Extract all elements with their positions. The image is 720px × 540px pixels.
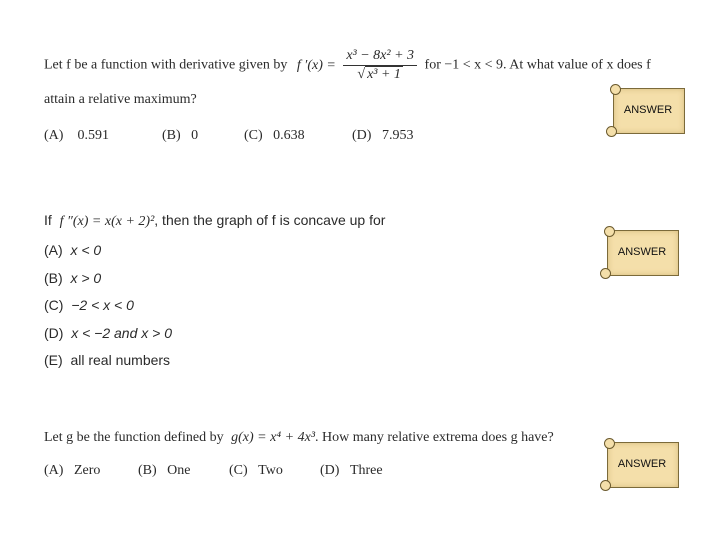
question-2 <box>44 212 385 230</box>
option-c: (C) −2 < x < 0 <box>44 297 134 313</box>
question-3 <box>44 430 554 446</box>
answer-button-3[interactable]: ANSWER <box>617 458 667 470</box>
question-3-prefix: Let g be the function defined by <box>44 430 224 445</box>
question-2-suffix: , then the graph of f is concave up for <box>154 212 386 228</box>
question-1-numerator: x³ − 8x² + 3 <box>343 48 417 66</box>
option-a: (A) 0.591 <box>44 128 109 143</box>
option-a: (A) Zero <box>44 463 101 478</box>
question-1-line-2: attain a relative maximum? <box>44 92 197 107</box>
answer-scroll-2[interactable] <box>600 226 680 278</box>
question-2-expr: f ″(x) = x(x + 2)² <box>59 214 155 229</box>
option-d: (D) 7.953 <box>352 128 414 143</box>
question-3-expr: g(x) = x⁴ + 4x³ <box>231 430 316 445</box>
answer-button-1[interactable]: ANSWER <box>623 104 673 116</box>
option-e: (E) all real numbers <box>44 352 171 368</box>
question-1-denominator: √ x³ + 1 <box>357 67 401 82</box>
option-d: (D) x < −2 and x > 0 <box>44 325 173 341</box>
question-1-suffix: for −1 < x < 9. At what value of x does f <box>424 57 651 73</box>
option-b: (B) x > 0 <box>44 270 102 286</box>
option-c: (C) 0.638 <box>244 128 305 143</box>
question-1-prefix: Let f be a function with derivative given by <box>44 57 288 73</box>
option-d: (D) Three <box>320 463 383 478</box>
option-b: (B) One <box>138 463 191 478</box>
option-c: (C) Two <box>229 463 283 478</box>
answer-button-2[interactable]: ANSWER <box>617 246 667 258</box>
question-1-denominator-radicand: x³ + 1 <box>367 67 401 82</box>
answer-scroll-1[interactable] <box>606 84 686 136</box>
question-1-line-1 <box>44 48 651 83</box>
option-a: (A) x < 0 <box>44 242 102 258</box>
question-2-prefix: If <box>44 212 52 228</box>
option-b: (B) 0 <box>162 128 199 143</box>
question-3-suffix: . How many relative extrema does g have? <box>315 430 554 445</box>
question-1-fraction <box>343 48 417 83</box>
question-1-fprime: f ′(x) = <box>296 57 336 73</box>
answer-scroll-3[interactable] <box>600 438 680 490</box>
